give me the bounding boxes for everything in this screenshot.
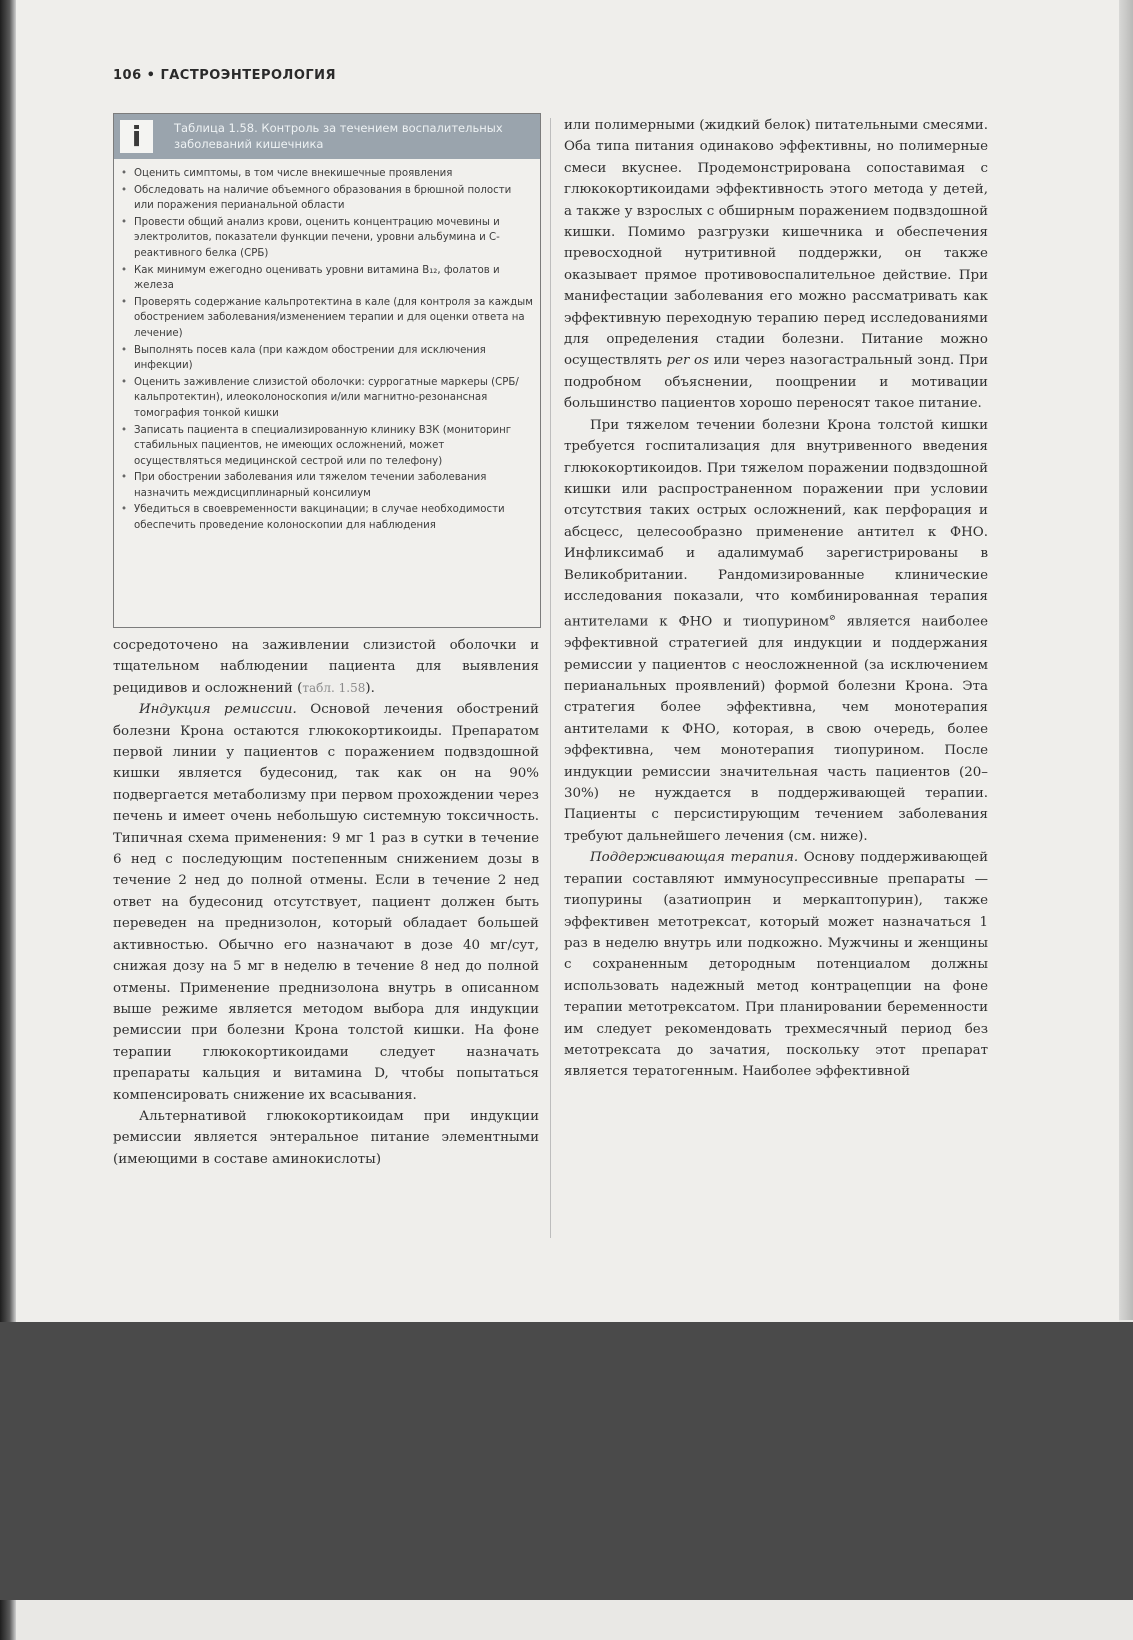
bullet-icon: •	[121, 504, 128, 516]
column-divider	[550, 118, 551, 1238]
scanner-background	[0, 1322, 1133, 1600]
paragraph: При тяжелом течении болезни Крона толстой кишки требуется госпитализация для внутривенного введения глюкокортикоидов. При тяжелом поражении подвздошной кишки или распространенном поражении при условии отсутствия таких острых осложнений, как перфорация и абсцесс, целесообразно применение антител к ФНО. Инфликсимаб и адалимумаб зарегистрированы в Великобритании. Рандомизированные клинические исследования показали, что комбинированная терапия антителами к ФНО и тиопурином⊘ является наиболее эффективной стратегией для индукции и поддержания ремиссии у пациентов с неосложненной (за исключением перианальных проявлений) формой болезни Крона. Эта стратегия более эффективна, чем монотерапия антителами к ФНО, которая, в свою очередь, более эффективна, чем монотерапия тиопурином. После индукции ремиссии значительная часть пациентов (20–30%) не нуждается в поддерживающей терапии. Пациенты с персистирующим течением заболевания требуют дальнейшего лечения (см. ниже).	[564, 417, 988, 844]
bullet-icon: •	[121, 296, 128, 308]
bullet-icon: •	[121, 184, 128, 196]
right-text-column	[564, 115, 988, 1083]
info-table-title: Таблица 1.58. Контроль за течением воспалительных заболеваний кишечника	[174, 121, 503, 151]
bullet-icon: •	[121, 216, 128, 228]
info-list-item: • Оценить симптомы, в том числе внекишечные проявления	[120, 166, 534, 182]
info-list-item: • Обследовать на наличие объемного образования в брюшной полости или поражения перианальной области	[121, 184, 512, 212]
table-reference-link[interactable]: табл. 1.58	[302, 680, 366, 695]
info-list-item: • Оценить заживление слизистой оболочки: суррогатные маркеры (СРБ/кальпротектин), илеоколоноскопия и/или магнитно-резонансная томография тонкой кишки	[121, 376, 519, 419]
info-list-item: • При обострении заболевания или тяжелом течении заболевания назначить междисциплинарный консилиум	[121, 472, 487, 499]
info-table-box	[113, 113, 541, 628]
bullet-icon: •	[121, 376, 128, 388]
off-label-mark-icon: ⊘	[829, 613, 836, 623]
bullet-icon: •	[121, 264, 128, 276]
running-head-separator: •	[146, 68, 156, 83]
latin-term: per os	[666, 353, 709, 369]
info-list-item: • Выполнять посев кала (при каждом обострении для исключения инфекции)	[121, 344, 486, 372]
bullet-icon: •	[121, 424, 128, 436]
info-list-item: • Проверять содержание кальпротектина в кале (для контроля за каждым обострением заболевания/изменением терапии и для оценки ответа на лечение)	[121, 296, 533, 339]
paragraph: сосредоточено на заживлении слизистой оболочки и тщательном наблюдении пациента для выявления рецидивов и осложнений (табл. 1.58).	[113, 638, 539, 696]
info-table-header	[114, 114, 540, 159]
running-head	[113, 68, 336, 83]
info-list-item: • Как минимум ежегодно оценивать уровни витамина B₁₂, фолатов и железа	[121, 264, 500, 292]
page-number: 106	[113, 68, 142, 83]
section-title: ГАСТРОЭНТЕРОЛОГИЯ	[160, 68, 337, 83]
subheading-induction: Индукция ремиссии.	[139, 702, 297, 718]
paragraph: или полимерными (жидкий белок) питательными смесями. Оба типа питания одинаково эффективны, но полимерные смеси вкуснее. Продемонстрирована сопоставимая с глюкокортикоидами эффективность этого метода у детей, а также у взрослых с обширным поражением подвздошной кишки. Помимо разгрузки кишечника и обеспечения превосходной нутритивной поддержки, он также оказывает прямое противовоспалительное действие. При манифестации заболевания его можно рассматривать как эффективную переходную терапию перед исследованиями для определения стадии болезни. Питание можно осуществлять per os или через назогастральный зонд. При подробном объяснении, поощрении и мотивации большинство пациентов хорошо переносят такое питание.	[564, 118, 988, 412]
bullet-icon: •	[121, 472, 128, 484]
bullet-icon: •	[121, 168, 128, 179]
info-list-item: • Провести общий анализ крови, оценить концентрацию мочевины и электролитов, показатели функции печени, уровни альбумина и С-реактивного белка (СРБ)	[121, 216, 500, 259]
info-list-item: • Записать пациента в специализированную клинику ВЗК (мониторинг стабильных пациентов, не имеющих осложнений, может осуществляться медицинской сестрой или по телефону)	[121, 424, 512, 467]
paragraph: Альтернативой глюкокортикоидам при индукции ремиссии является энтеральное питание элементными (имеющими в составе аминокислоты)	[113, 1108, 539, 1167]
bullet-icon: •	[121, 344, 128, 356]
page-edge	[1119, 0, 1133, 1320]
info-table-list	[120, 166, 534, 535]
paragraph: Индукция ремиссии. Основой лечения обострений болезни Крона остаются глюкокортикоиды. Препаратом первой линии у пациентов с поражением подвздошной кишки является будесонид, так как он на 90% подвергается метаболизму при первом прохождении через печень и имеет очень небольшую системную токсичность. Типичная схема применения: 9 мг 1 раз в сутки в течение 6 нед с последующим постепенным снижением дозы в течение 2 нед до полной отмены. Если в течение 2 нед ответ на будесонид отсутствует, пациент должен быть переведен на преднизолон, который обладает большей активностью. Обычно его назначают в дозе 40 мг/сут, снижая дозу на 5 мг в неделю в течение 8 нед до полной отмены. Применение преднизолона внутрь в описанном выше режиме является методом выбора для индукции ремиссии при болезни Крона толстой кишки. На фоне терапии глюкокортикоидами следует назначать препараты кальция и витамина D, чтобы попытаться компенсировать снижение их всасывания.	[113, 702, 539, 1103]
left-text-column	[113, 635, 539, 1170]
paragraph: Поддерживающая терапия. Основу поддерживающей терапии составляют иммуносупрессивные препараты — тиопурины (азатиоприн и меркаптопурин), также эффективен метотрексат, который может назначаться 1 раз в неделю внутрь или подкожно. Мужчины и женщины с сохраненным детородным потенциалом должны использовать надежный метод контрацепции на фоне терапии метотрексатом. При планировании беременности им следует рекомендовать трехмесячный период без метотрексата до зачатия, поскольку этот препарат является тератогенным. Наиболее эффективной	[564, 850, 988, 1080]
info-icon: i	[120, 120, 153, 153]
info-list-item: • Убедиться в своевременности вакцинации; в случае необходимости обеспечить проведение колоноскопии для наблюдения	[121, 504, 505, 532]
subheading-maintenance: Поддерживающая терапия.	[590, 850, 799, 866]
